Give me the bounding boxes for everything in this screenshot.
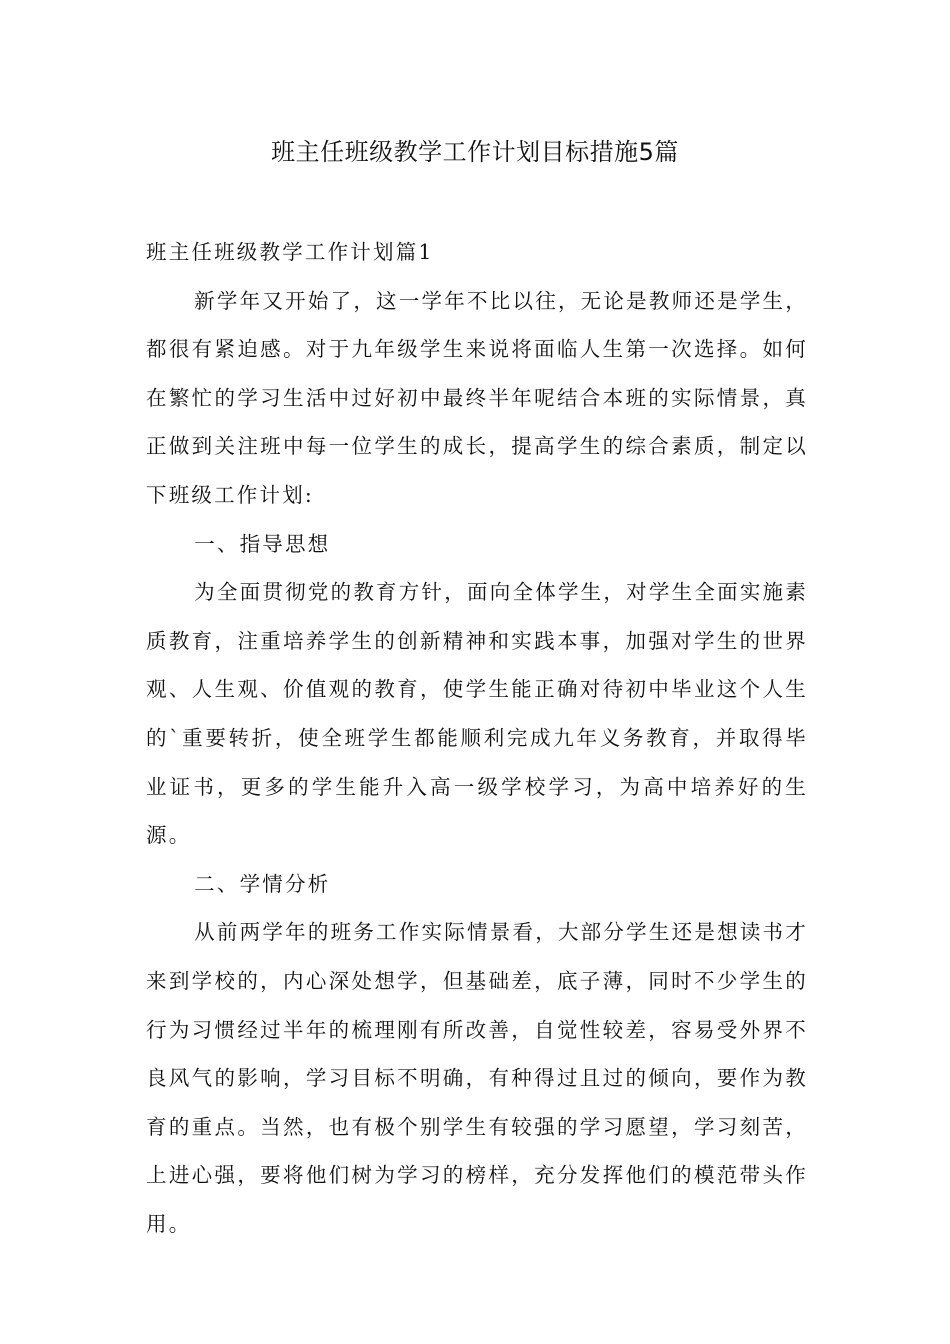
- learning-analysis-paragraph: 从前两学年的班务工作实际情景看，大部分学生还是想读书才来到学校的，内心深处想学，但基础差，底子薄，同时不少学生的行为习惯经过半年的梳理刚有所改善，自觉性较差，容易受外界不良风气的影响，学习目标不明确，有种得过且过的倾向，要作为教育的重点。当然，也有极个别学生有较强的学习愿望，学习刻苦，上进心强，要将他们树为学习的榜样，充分发挥他们的模范带头作用。: [146, 920, 808, 1236]
- heading-guiding-thought: 一、指导思想: [194, 531, 331, 556]
- intro-paragraph: 新学年又开始了，这一学年不比以往，无论是教师还是学生，都很有紧迫感。对于九年级学生来说将面临人生第一次选择。如何在繁忙的学习生活中过好初中最终半年呢结合本班的实际情景，真正做到关注班中每一位学生的成长，提高学生的综合素质，制定以下班级工作计划:: [146, 288, 808, 507]
- document-body: [146, 228, 808, 1248]
- guiding-thought-paragraph: 为全面贯彻党的教育方针，面向全体学生，对学生全面实施素质教育，注重培养学生的创新精神和实践本事，加强对学生的世界观、人生观、价值观的教育，使学生能正确对待初中毕业这个人生的`重要转折，使全班学生都能顺利完成九年义务教育，并取得毕业证书，更多的学生能升入高一级学校学习，为高中培养好的生源。: [146, 580, 808, 848]
- heading-learning-analysis: 二、学情分析: [194, 871, 331, 896]
- section-heading: 班主任班级教学工作计划篇1: [146, 240, 434, 264]
- document-title: 班主任班级教学工作计划目标措施5篇: [271, 138, 679, 166]
